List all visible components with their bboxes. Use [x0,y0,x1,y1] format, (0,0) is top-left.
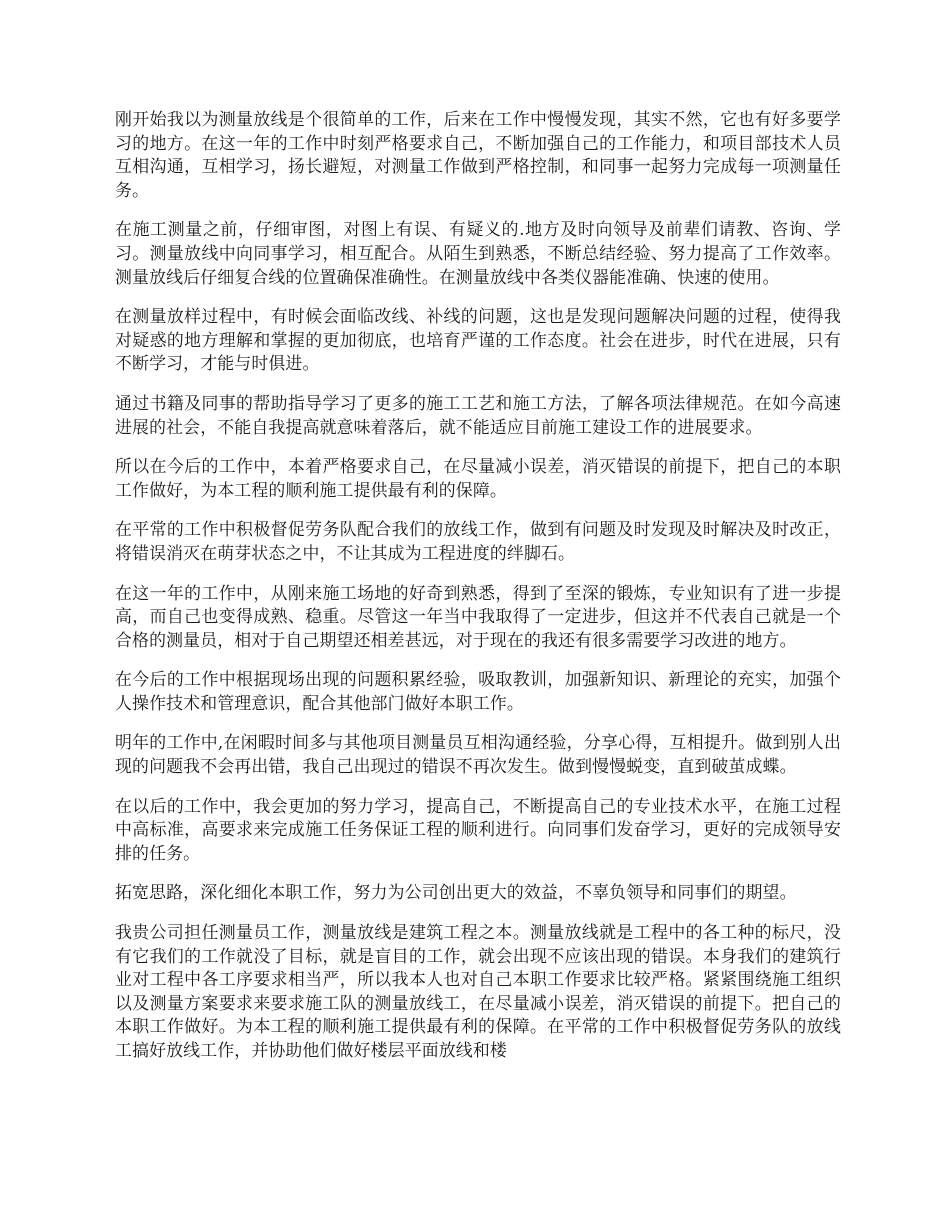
paragraph-9: 明年的工作中,在闲暇时间多与其他项目测量员互相沟通经验，分享心得，互相提升。做到别人出现的问题我不会再出错，我自己出现过的错误不再次发生。做到慢慢蜕变，直到破茧成蝶。 [115,732,841,777]
paragraph-12: 我贵公司担任测量员工作，测量放线是建筑工程之本。测量放线就是工程中的各工种的标尺，没有它我们的工作就没了目标，就是盲目的工作，就会出现不应该出现的错误。本身我们的建筑行业对工程中各工序要求相当严，所以我本人也对自己本职工作要求比较严格。紧紧围绕施工组织以及测量方案要求来要求施工队的测量放线工，在尽量减小误差，消灭错误的前提下。把自己的本职工作做好。为本工程的顺利施工提供最有利的保障。在平常的工作中积极督促劳务队的放线工搞好放线工作，并协助他们做好楼层平面放线和楼 [115,922,841,1060]
paragraph-1: 刚开始我以为测量放线是个很简单的工作，后来在工作中慢慢发现，其实不然，它也有好多要学习的地方。在这一年的工作中时刻严格要求自己，不断加强自己的工作能力，和项目部技术人员互相沟通，互相学习，扬长避短，对测量工作做到严格控制，和同事一起努力完成每一项测量任务。 [115,109,841,200]
paragraph-3: 在测量放样过程中，有时候会面临改线、补线的问题，这也是发现问题解决问题的过程，使得我对疑惑的地方理解和掌握的更加彻底，也培育严谨的工作态度。社会在进步，时代在进展，只有不断学习，才能与时俱进。 [115,306,841,374]
paragraph-6: 在平常的工作中积极督促劳务队配合我们的放线工作，做到有问题及时发现及时解决及时改正，将错误消灭在萌芽状态之中，不让其成为工程进度的绊脚石。 [115,519,841,563]
paragraph-2: 在施工测量之前，仔细审图，对图上有误、有疑义的.地方及时向领导及前辈们请教、咨询、学习。测量放线中向同事学习，相互配合。从陌生到熟悉，不断总结经验、努力提高了工作效率。测量放线后仔细复合线的位置确保准确性。在测量放线中各类仪器能准确、快速的使用。 [115,219,841,287]
paragraph-7: 在这一年的工作中，从刚来施工场地的好奇到熟悉，得到了至深的锻炼，专业知识有了进一步提高，而自己也变得成熟、稳重。尽管这一年当中我取得了一定进步，但这并不代表自己就是一个合格的测量员，相对于自己期望还相差甚远，对于现在的我还有很多需要学习改进的地方。 [115,582,841,650]
paragraph-11: 拓宽思路，深化细化本职工作，努力为公司创出更大的效益，不辜负领导和同事们的期望。 [115,882,797,903]
paragraph-10: 在以后的工作中，我会更加的努力学习，提高自己，不断提高自己的专业技术水平，在施工过程中高标准，高要求来完成施工任务保证工程的顺利进行。向同事们发奋学习，更好的完成领导安排的任务。 [115,795,841,863]
document-body [115,108,841,1079]
paragraph-8: 在今后的工作中根据现场出现的问题积累经验，吸取教训，加强新知识、新理论的充实，加强个人操作技术和管理意识，配合其他部门做好本职工作。 [115,669,841,713]
paragraph-5: 所以在今后的工作中，本着严格要求自己，在尽量减小误差，消灭错误的前提下，把自己的本职工作做好，为本工程的顺利施工提供最有利的保障。 [115,456,841,500]
paragraph-4: 通过书籍及同事的帮助指导学习了更多的施工工艺和施工方法，了解各项法律规范。在如今高速进展的社会，不能自我提高就意味着落后，就不能适应目前施工建设工作的进展要求。 [115,392,841,437]
